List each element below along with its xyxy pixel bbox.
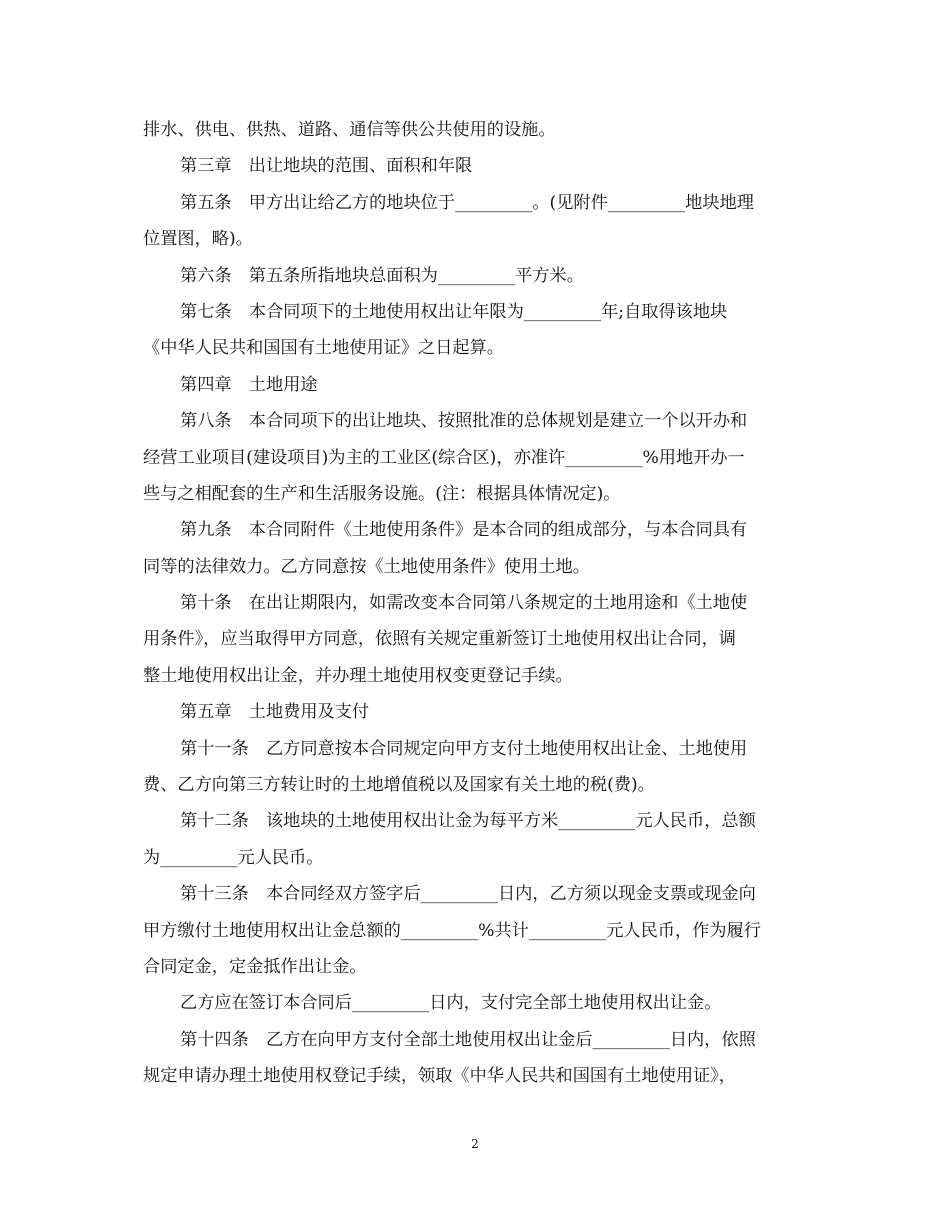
article-8-line-2: 经营工业项目(建设项目)为主的工业区(综合区)，亦准许_________%用地开办一 [143,447,745,468]
article-14-line-1: 第十四条 乙方在向甲方支付全部土地使用权出让金后_________日内，依照 [180,1029,756,1050]
article-9-line-1: 第九条 本合同附件《土地使用条件》是本合同的组成部分，与本合同具有 [180,520,748,541]
chapter-5-heading: 第五章 土地费用及支付 [180,702,370,723]
chapter-3-heading: 第三章 出让地块的范围、面积和年限 [180,156,473,177]
article-7-line-2: 《中华人民共和国国有土地使用证》之日起算。 [143,338,504,359]
article-8-line-1: 第八条 本合同项下的出让地块、按照批准的总体规划是建立一个以开办和 [180,411,748,432]
article-13-line-1: 第十三条 本合同经双方签字后_________日内，乙方须以现金支票或现金向 [180,884,756,905]
article-10-line-2: 用条件》，应当取得甲方同意，依照有关规定重新签订土地使用权出让合同，调 [143,629,736,650]
article-5-line-2: 位置图，略)。 [143,229,253,250]
article-10-line-1: 第十条 在出让期限内，如需改变本合同第八条规定的土地用途和《土地使 [180,593,748,614]
article-12-line-1: 第十二条 该地块的土地使用权出让金为每平方米_________元人民币，总额 [180,811,756,832]
article-13-line-2: 甲方缴付土地使用权出让金总额的_________%共计_________元人民币，作为履行 [143,920,761,941]
article-9-line-2: 同等的法律效力。乙方同意按《土地使用条件》使用土地。 [143,556,590,577]
article-6: 第六条 第五条所指地块总面积为_________平方米。 [180,265,584,286]
article-11-line-2: 费、乙方向第三方转让时的土地增值税以及国家有关土地的税(费)。 [143,775,655,796]
article-5-line-1: 第五条 甲方出让给乙方的地块位于_________。(见附件_________地块地理 [180,192,754,213]
text-line-1: 排水、供电、供热、道路、通信等供公共使用的设施。 [143,120,556,140]
article-12-line-2: 为_________元人民币。 [143,847,324,868]
article-10-line-3: 整土地使用权出让金，并办理土地使用权变更登记手续。 [143,665,573,686]
chapter-4-heading: 第四章 土地用途 [180,374,318,395]
page-number: 2 [471,1137,479,1151]
payment-deadline-paragraph: 乙方应在签订本合同后_________日内，支付完全部土地使用权出让金。 [180,993,722,1014]
article-11-line-1: 第十一条 乙方同意按本合同规定向甲方支付土地使用权出让金、土地使用 [180,738,748,759]
article-14-line-2: 规定申请办理土地使用权登记手续，领取《中华人民共和国国有土地使用证》， [143,1066,736,1087]
contract-text-body [143,112,808,1095]
article-7-line-1: 第七条 本合同项下的土地使用权出让年限为_________年;自取得该地块 [180,301,728,322]
article-13-line-3: 合同定金，定金抵作出让金。 [143,956,367,977]
article-8-line-3: 些与之相配套的生产和生活服务设施。(注：根据具体情况定)。 [143,483,621,504]
